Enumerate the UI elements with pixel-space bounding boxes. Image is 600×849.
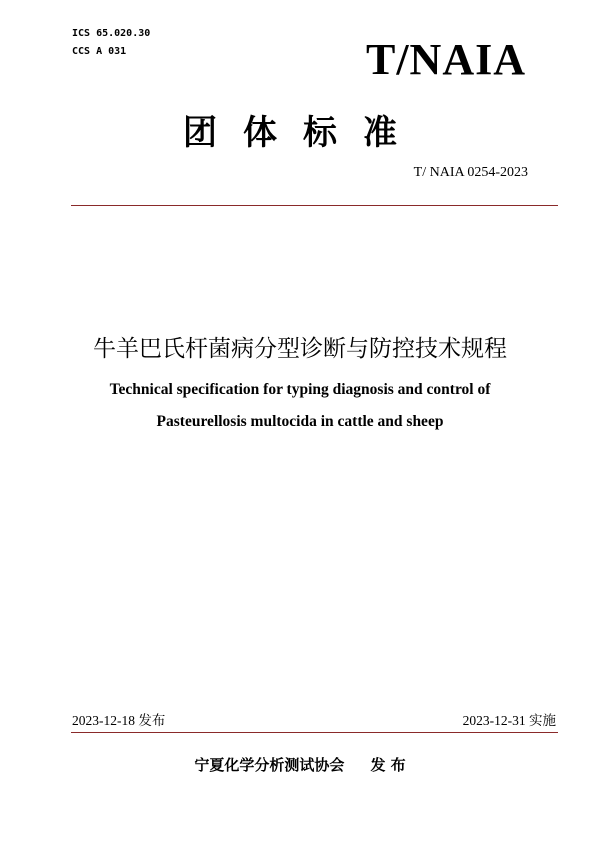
publisher: 宁夏化学分析测试协会 发 布 bbox=[194, 756, 406, 774]
issue-date: 2023-12-18 发布 bbox=[72, 713, 166, 728]
bottom-divider bbox=[71, 732, 558, 733]
top-divider bbox=[71, 205, 558, 206]
title-chinese: 牛羊巴氏杆菌病分型诊断与防控技术规程 bbox=[93, 336, 507, 362]
standard-number: T/ NAIA 0254-2023 bbox=[413, 165, 528, 180]
organization-code: T/NAIA bbox=[365, 35, 526, 84]
title-english-line-1: Technical specification for typing diagnosis and control of bbox=[109, 381, 491, 398]
title-english-line-2: Pasteurellosis multocida in cattle and sheep bbox=[156, 413, 444, 430]
ccs-code: CCS A 031 bbox=[72, 46, 127, 57]
ics-code: ICS 65.020.30 bbox=[72, 28, 151, 39]
standard-type-heading: 团体标准 bbox=[183, 113, 423, 153]
implementation-date: 2023-12-31 实施 bbox=[462, 713, 556, 728]
